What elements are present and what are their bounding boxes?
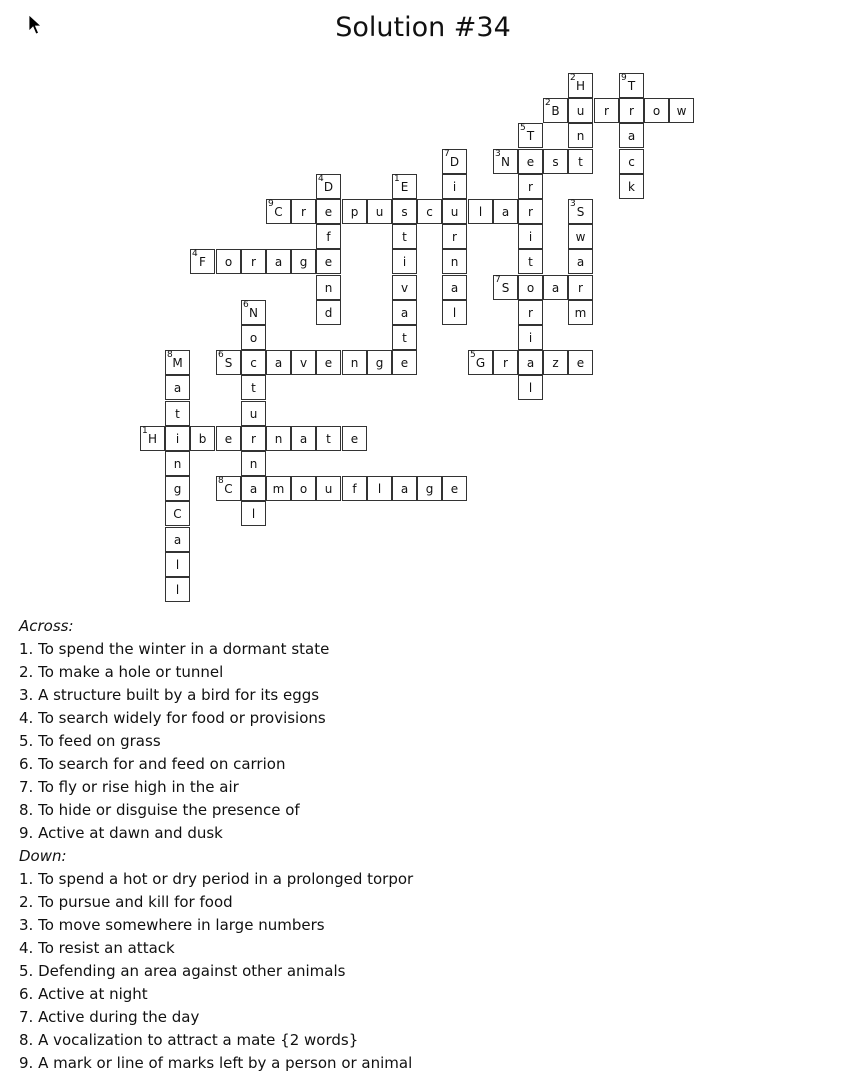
clue-number: 1 [394, 174, 400, 184]
cell-letter: a [299, 432, 308, 446]
grid-cell [241, 501, 266, 526]
grid-cell [140, 426, 165, 451]
cell-letter: a [274, 255, 283, 269]
clue-number: 2 [545, 98, 551, 108]
cell-letter: a [501, 205, 510, 219]
grid-cell [165, 501, 190, 526]
clue-number: 3 [570, 199, 576, 209]
cell-letter: f [326, 230, 331, 244]
cell-letter: u [576, 104, 585, 118]
cell-letter: i [528, 331, 533, 345]
grid-cell [316, 174, 341, 199]
grid-cell [518, 149, 543, 174]
grid-cell [291, 476, 316, 501]
across-clue: 9. Active at dawn and dusk [19, 824, 223, 842]
cell-letter: D [449, 155, 460, 169]
grid-cell [216, 350, 241, 375]
cell-letter: t [528, 255, 533, 269]
grid-cell [568, 149, 593, 174]
cell-letter: a [551, 281, 560, 295]
grid-cell [266, 426, 291, 451]
grid-cell [165, 375, 190, 400]
cell-letter: s [401, 205, 408, 219]
cell-letter: o [526, 281, 535, 295]
cell-letter: e [450, 482, 459, 496]
cell-letter: t [578, 155, 583, 169]
grid-cell [568, 199, 593, 224]
grid-cell [241, 249, 266, 274]
down-clue: 7. Active during the day [19, 1008, 200, 1026]
grid-cell [342, 426, 367, 451]
cell-letter: H [147, 432, 158, 446]
cell-letter: p [350, 205, 359, 219]
across-clue: 1. To spend the winter in a dormant state [19, 640, 330, 658]
cell-letter: u [324, 482, 333, 496]
cell-letter: a [400, 482, 409, 496]
clue-number: 9 [621, 73, 627, 83]
cell-letter: l [478, 205, 483, 219]
cell-letter: m [272, 482, 285, 496]
grid-cell [442, 300, 467, 325]
grid-cell [291, 426, 316, 451]
cell-letter: o [652, 104, 661, 118]
cell-letter: a [173, 533, 182, 547]
grid-cell [442, 174, 467, 199]
grid-cell [442, 275, 467, 300]
grid-cell [316, 300, 341, 325]
cell-letter: g [299, 255, 308, 269]
grid-cell [266, 350, 291, 375]
down-clue: 8. A vocalization to attract a mate {2 words} [19, 1031, 359, 1049]
cell-letter: e [324, 255, 333, 269]
cell-letter: e [350, 432, 359, 446]
grid-cell [568, 249, 593, 274]
grid-cell [392, 224, 417, 249]
grid-cell [392, 476, 417, 501]
grid-cell [417, 476, 442, 501]
across-clue: 6. To search for and feed on carrion [19, 755, 286, 773]
cell-letter: e [324, 205, 333, 219]
grid-cell [392, 275, 417, 300]
down-clue: 9. A mark or line of marks left by a person or animal [19, 1054, 413, 1072]
grid-cell [493, 199, 518, 224]
grid-cell [165, 527, 190, 552]
cell-letter: T [526, 129, 535, 143]
clue-number: 6 [243, 300, 249, 310]
cell-letter: o [299, 482, 308, 496]
cell-letter: i [452, 180, 457, 194]
cell-letter: r [251, 255, 256, 269]
grid-cell [518, 123, 543, 148]
grid-cell [518, 275, 543, 300]
grid-cell [190, 249, 215, 274]
cell-letter: l [251, 507, 256, 521]
cell-letter: G [475, 356, 486, 370]
cell-letter: r [452, 230, 457, 244]
cell-letter: u [375, 205, 384, 219]
cell-letter: e [526, 155, 535, 169]
grid-cell [669, 98, 694, 123]
grid-cell [518, 224, 543, 249]
grid-cell [241, 476, 266, 501]
grid-cell [568, 73, 593, 98]
grid-cell [619, 98, 644, 123]
cell-letter: l [528, 381, 533, 395]
grid-cell [392, 174, 417, 199]
grid-cell [543, 275, 568, 300]
clue-number: 5 [520, 123, 526, 133]
cell-letter: n [249, 457, 258, 471]
grid-cell [568, 300, 593, 325]
grid-cell [367, 476, 392, 501]
grid-cell [241, 375, 266, 400]
cell-letter: a [526, 356, 535, 370]
cell-letter: s [552, 155, 559, 169]
grid-cell [342, 199, 367, 224]
cell-letter: r [251, 432, 256, 446]
grid-cell [241, 300, 266, 325]
grid-cell [266, 249, 291, 274]
grid-cell [216, 249, 241, 274]
clue-number: 5 [470, 350, 476, 360]
grid-cell [518, 300, 543, 325]
cell-letter: u [249, 407, 258, 421]
grid-cell [241, 426, 266, 451]
grid-cell [518, 174, 543, 199]
grid-cell [468, 350, 493, 375]
grid-cell [442, 149, 467, 174]
cell-letter: o [249, 331, 258, 345]
grid-cell [594, 98, 619, 123]
cell-letter: f [352, 482, 357, 496]
cell-letter: D [323, 180, 334, 194]
across-clue: 2. To make a hole or tunnel [19, 663, 224, 681]
clues-panel [19, 615, 413, 1075]
cell-letter: H [575, 79, 586, 93]
cell-letter: a [249, 482, 258, 496]
grid-cell [291, 249, 316, 274]
grid-cell [442, 476, 467, 501]
cell-letter: r [578, 281, 583, 295]
down-clue: 5. Defending an area against other animals [19, 962, 346, 980]
grid-cell [619, 149, 644, 174]
cell-letter: a [576, 255, 585, 269]
across-clue: 7. To fly or rise high in the air [19, 778, 239, 796]
grid-cell [367, 350, 392, 375]
grid-cell [165, 552, 190, 577]
cell-letter: t [402, 331, 407, 345]
across-clue: 8. To hide or disguise the presence of [19, 801, 300, 819]
cell-letter: t [402, 230, 407, 244]
cell-letter: n [576, 129, 585, 143]
grid-cell [165, 577, 190, 602]
cell-letter: a [173, 381, 182, 395]
grid-cell [619, 174, 644, 199]
grid-cell [316, 426, 341, 451]
grid-cell [518, 249, 543, 274]
grid-cell [165, 350, 190, 375]
cell-letter: v [299, 356, 308, 370]
grid-cell [266, 476, 291, 501]
cell-letter: w [575, 230, 586, 244]
cell-letter: r [528, 180, 533, 194]
grid-cell [493, 275, 518, 300]
cell-letter: e [576, 356, 585, 370]
down-section [19, 845, 413, 1075]
clue-number: 1 [142, 426, 148, 436]
cell-letter: l [452, 306, 457, 320]
grid-cell [241, 401, 266, 426]
grid-cell [493, 350, 518, 375]
cell-letter: c [250, 356, 257, 370]
cell-letter: S [501, 281, 510, 295]
grid-cell [316, 476, 341, 501]
cell-letter: c [628, 155, 635, 169]
cell-letter: C [224, 482, 233, 496]
clue-number: 4 [192, 249, 198, 259]
grid-cell [568, 224, 593, 249]
cell-letter: l [175, 583, 180, 597]
clue-number: 8 [218, 476, 224, 486]
cell-letter: e [324, 356, 333, 370]
grid-cell [392, 249, 417, 274]
across-clue: 4. To search widely for food or provisions [19, 709, 326, 727]
across-clue: 5. To feed on grass [19, 732, 161, 750]
grid-cell [568, 98, 593, 123]
cell-letter: B [551, 104, 560, 118]
cell-letter: t [326, 432, 331, 446]
grid-cell [291, 199, 316, 224]
grid-cell [518, 350, 543, 375]
cell-letter: i [175, 432, 180, 446]
grid-cell [417, 199, 442, 224]
grid-cell [493, 149, 518, 174]
cell-letter: n [324, 281, 333, 295]
cell-letter: a [627, 129, 636, 143]
down-heading: Down: [19, 847, 67, 865]
down-clue: 3. To move somewhere in large numbers [19, 916, 325, 934]
grid-cell [216, 476, 241, 501]
cell-letter: N [501, 155, 510, 169]
cell-letter: e [224, 432, 233, 446]
cell-letter: E [400, 180, 409, 194]
cell-letter: n [450, 255, 459, 269]
clue-number: 7 [444, 149, 450, 159]
grid-cell [518, 325, 543, 350]
grid-cell [316, 199, 341, 224]
across-heading: Across: [19, 617, 74, 635]
cell-letter: t [251, 381, 256, 395]
grid-cell [518, 199, 543, 224]
clue-number: 4 [318, 174, 324, 184]
cell-letter: r [503, 356, 508, 370]
grid-cell [241, 451, 266, 476]
cell-letter: r [604, 104, 609, 118]
cell-letter: e [400, 356, 409, 370]
cell-letter: r [301, 205, 306, 219]
grid-cell [316, 249, 341, 274]
grid-cell [543, 149, 568, 174]
cell-letter: u [450, 205, 459, 219]
cell-letter: n [274, 432, 283, 446]
cell-letter: g [425, 482, 434, 496]
cell-letter: r [629, 104, 634, 118]
cell-letter: N [249, 306, 258, 320]
grid-cell [619, 123, 644, 148]
grid-cell [543, 98, 568, 123]
grid-cell [165, 476, 190, 501]
grid-cell [392, 199, 417, 224]
cell-letter: C [173, 507, 182, 521]
grid-cell [216, 426, 241, 451]
cell-letter: o [224, 255, 233, 269]
cell-letter: g [173, 482, 182, 496]
cell-letter: S [576, 205, 585, 219]
cell-letter: a [274, 356, 283, 370]
down-clue: 2. To pursue and kill for food [19, 893, 233, 911]
clue-number: 9 [268, 199, 274, 209]
clue-number: 3 [495, 149, 501, 159]
down-clue: 6. Active at night [19, 985, 148, 1003]
cell-letter: M [172, 356, 183, 370]
across-clue: 3. A structure built by a bird for its eggs [19, 686, 320, 704]
grid-cell [316, 350, 341, 375]
grid-cell [342, 350, 367, 375]
grid-cell [442, 199, 467, 224]
cell-letter: d [324, 306, 333, 320]
cell-letter: l [175, 558, 180, 572]
cell-letter: t [175, 407, 180, 421]
grid-cell [165, 426, 190, 451]
cell-letter: n [173, 457, 182, 471]
grid-cell [165, 451, 190, 476]
cell-letter: g [375, 356, 384, 370]
grid-cell [518, 375, 543, 400]
grid-cell [291, 350, 316, 375]
cell-letter: i [402, 255, 407, 269]
cell-letter: a [450, 281, 459, 295]
cell-letter: r [528, 306, 533, 320]
cell-letter: l [377, 482, 382, 496]
cell-letter: z [552, 356, 559, 370]
cell-letter: v [400, 281, 409, 295]
grid-cell [392, 325, 417, 350]
cell-letter: r [528, 205, 533, 219]
grid-cell [316, 275, 341, 300]
grid-cell [241, 350, 266, 375]
grid-cell [342, 476, 367, 501]
clue-number: 2 [570, 73, 576, 83]
cell-letter: k [628, 180, 635, 194]
grid-cell [568, 350, 593, 375]
clue-number: 7 [495, 275, 501, 285]
cell-letter: c [426, 205, 433, 219]
grid-cell [190, 426, 215, 451]
grid-cell [392, 350, 417, 375]
page-title: Solution #34 [335, 12, 511, 43]
cell-letter: F [199, 255, 206, 269]
cell-letter: S [224, 356, 233, 370]
clue-number: 6 [218, 350, 224, 360]
grid-cell [442, 224, 467, 249]
grid-cell [468, 199, 493, 224]
grid-cell [316, 224, 341, 249]
grid-cell [619, 73, 644, 98]
grid-cell [266, 199, 291, 224]
cell-letter: C [274, 205, 283, 219]
cell-letter: w [676, 104, 687, 118]
down-clue: 1. To spend a hot or dry period in a prolonged torpor [19, 870, 414, 888]
grid-cell [241, 325, 266, 350]
cell-letter: m [574, 306, 587, 320]
grid-cell [568, 275, 593, 300]
grid-cell [392, 300, 417, 325]
grid-cell [442, 249, 467, 274]
grid-cell [165, 401, 190, 426]
clue-number: 8 [167, 350, 173, 360]
cell-letter: b [198, 432, 207, 446]
cell-letter: T [627, 79, 636, 93]
cell-letter: a [400, 306, 409, 320]
cell-letter: i [528, 230, 533, 244]
grid-cell [367, 199, 392, 224]
across-section [19, 615, 413, 845]
down-clue: 4. To resist an attack [19, 939, 175, 957]
cell-letter: n [350, 356, 359, 370]
grid-cell [543, 350, 568, 375]
grid-cell [644, 98, 669, 123]
grid-cell [568, 123, 593, 148]
